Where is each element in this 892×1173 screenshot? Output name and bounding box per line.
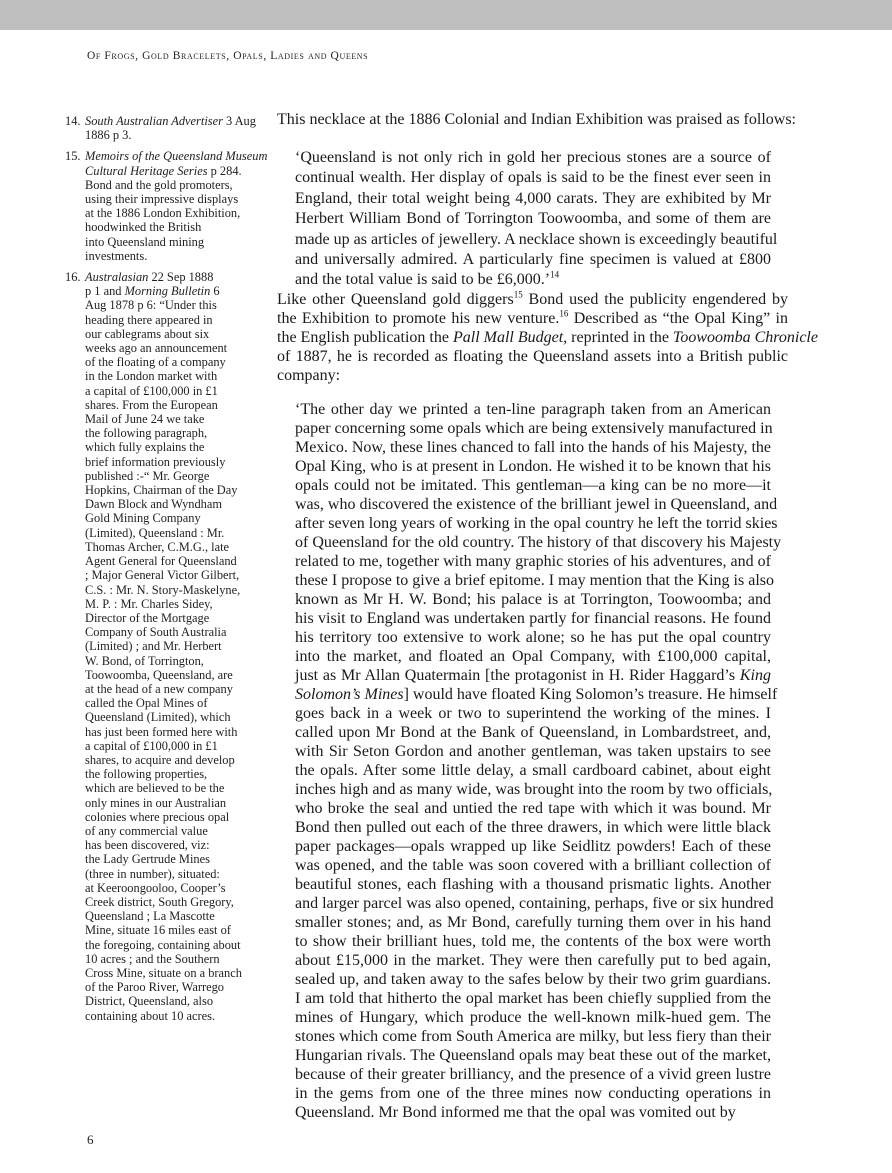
footnote-line: Bond and the gold promoters, <box>85 177 233 192</box>
paragraph-opal-king <box>277 289 818 386</box>
footnote-line: Toowoomba, Queensland, are <box>85 667 233 682</box>
footnote-line: the foregoing, containing about <box>85 937 241 952</box>
text-line: in the gems from one of the three mines now conducting operations in <box>295 1085 771 1102</box>
text-line: of 1887, he is recorded as floating the Queensland assets into a British public <box>277 347 788 365</box>
text-line: Herbert William Bond of Torrington Toowoomba, and some of them are <box>295 210 771 228</box>
footnote-line: 1886 p 3. <box>85 128 132 143</box>
text-line: with Sir Seton Gordon and another gentleman, was taken upstairs to see <box>295 743 771 760</box>
footnote-line: Queensland (Limited), which <box>85 710 231 725</box>
text-line: was opened, and the table was soon covered with a brilliant collection of <box>295 857 771 874</box>
footnote-line: Agent General for Queensland <box>85 554 237 569</box>
footnote-line: called the Opal Mines of <box>85 696 208 711</box>
text-line: and universally admired. A particularly fine specimen is valued at £800 <box>295 251 771 269</box>
text-line: goes back in a week or two to superintend the working of the mines. I <box>295 705 771 722</box>
text-line: England, their total weight being 4,000 carats. They are exhibited by Mr <box>295 189 771 207</box>
text-line: after seven long years of working in the opal country he left the torrid skies <box>295 515 778 532</box>
text-line: Like other Queensland gold diggers$^{15}$ Bond used the publicity engendered by <box>277 289 788 308</box>
footnote-line: Australasian 22 Sep 1888 <box>85 270 214 285</box>
footnote-line: Dawn Block and Wyndham <box>85 497 223 512</box>
footnote-line: which are believed to be the <box>85 781 225 796</box>
text-line: smaller stones; and, as Mr Bond, carefully turning them over in his hand <box>295 914 771 931</box>
footnote-line: M. P. : Mr. Charles Sidey, <box>85 596 213 611</box>
text-line: into the market, and floated an Opal Company, with £100,000 capital, <box>295 648 771 665</box>
text-line: and the total value is said to be £6,000.’$^{14}$ <box>295 270 560 289</box>
text-line: Solomon’s Mines] would have floated King Solomon’s treasure. He himself <box>295 686 778 703</box>
text-line: inches high and as many wide, was brought into the room by two officials, <box>295 781 773 798</box>
text-line: mines of Hungary, which produce the well-known milk-hued gem. The <box>295 1009 771 1026</box>
footnote-line: containing about 10 acres. <box>85 1008 216 1023</box>
footnote-text <box>85 149 267 263</box>
footnote-line: W. Bond, of Torrington, <box>85 653 204 668</box>
text-line: known as Mr H. W. Bond; his palace is at Torrington, Toowoomba; and <box>295 591 771 608</box>
text-line: ‘The other day we printed a ten-line paragraph taken from an American <box>295 401 771 418</box>
footnote-line: Creek district, South Gregory, <box>85 894 234 909</box>
text-line: these I propose to give a brief epitome. I may mention that the King is also <box>295 572 774 589</box>
footnote-line: of the floating of a company <box>85 355 226 370</box>
footnote-line: published :-“ Mr. George <box>85 468 210 483</box>
text-line: Opal King, who is at present in London. He wished it to be known that his <box>295 458 771 475</box>
footnote-line: has just been formed here with <box>85 724 238 739</box>
footnote-line: District, Queensland, also <box>85 994 214 1009</box>
footnote-line: heading there appeared in <box>85 312 213 327</box>
footnote-line: at the head of a new company <box>85 681 233 696</box>
footnote-line: Cross Mine, situate on a branch <box>85 965 242 980</box>
text-line: just as Mr Allan Quatermain [the protagonist in H. Rider Haggard’s King <box>295 667 771 684</box>
footnote-line: weeks ago an announcement <box>85 341 228 356</box>
text-line: sealed up, and taken away to the safes below by their two grim guardians. <box>295 971 771 988</box>
footnote-line: a capital of £100,000 in £1 <box>85 738 218 753</box>
footnote-line: shares. From the European <box>85 397 218 412</box>
text-line: was, who discovered the existence of the brilliant jewel in Queensland, and <box>295 496 778 513</box>
intro-paragraph <box>277 110 796 129</box>
footnote-line: Thomas Archer, C.M.G., late <box>85 539 230 554</box>
footnote-line: brief information previously <box>85 454 226 469</box>
footnote-line: a capital of £100,000 in £1 <box>85 383 218 398</box>
footnote-line: ; Major General Victor Gilbert, <box>85 568 240 583</box>
footnote-line: at the 1886 London Exhibition, <box>85 206 241 221</box>
text-line: the Exhibition to promote his new venture.$^{16}$ Described as “the Opal King” in <box>277 308 789 327</box>
footnote-line: the Lady Gertrude Mines <box>85 852 210 867</box>
footnote-number: 16. <box>65 270 81 285</box>
text-line: company: <box>277 366 341 384</box>
text-line: his visit to England was undertaken partly for financial reasons. He found <box>295 610 771 627</box>
text-line: to show their brilliant hues, told me, the contents of the box were worth <box>295 933 771 950</box>
footnote-line: Director of the Mortgage <box>85 610 210 625</box>
footnote-line: Cultural Heritage Series p 284. <box>85 163 242 178</box>
footnote-line: (Limited), Queensland : Mr. <box>85 525 225 540</box>
text-line: the English publication the Pall Mall Budget, reprinted in the Toowoomba Chronicle <box>277 328 818 346</box>
footnote-line: hoodwinked the British <box>85 220 202 235</box>
text-line: related to me, together with many graphic stories of his adventures, and of <box>295 553 771 570</box>
footnote-line: only mines in our Australian <box>85 795 227 810</box>
text-line: stones which come from South America are milky, but less fiery than their <box>295 1028 771 1045</box>
footnote-line: colonies where precious opal <box>85 809 230 824</box>
footnote-text <box>85 114 261 142</box>
page-number: 6 <box>87 1132 94 1147</box>
quote-pall-mall-budget <box>295 400 782 1122</box>
footnote-line: has been discovered, viz: <box>85 838 210 853</box>
text-line: Mexico. Now, these lines chanced to fall into the hands of his Majesty, the <box>295 439 772 456</box>
footnote-number: 14. <box>65 114 81 128</box>
top-bar <box>0 0 892 30</box>
footnote-line: C.S. : Mr. N. Story-Maskelyne, <box>85 582 241 597</box>
footnote-line: which fully explains the <box>85 440 205 455</box>
footnote-line: investments. <box>85 248 148 263</box>
footnote-line: our cablegrams about six <box>85 326 210 341</box>
text-line: beautiful stones, each flashing with a thousand prismatic lights. Another <box>295 876 771 893</box>
text-line: of Queensland for the old country. The history of that discovery his Majesty <box>295 534 782 551</box>
footnote-line: Queensland ; La Mascotte <box>85 909 215 924</box>
footnote-line: South Australian Advertiser 3 Aug <box>85 114 256 128</box>
footnote-line: the following paragraph, <box>85 426 208 441</box>
text-line: called upon Mr Bond at the Bank of Queensland, in Lombardstreet, and, <box>295 724 771 741</box>
footnote-line: of any commercial value <box>85 823 208 838</box>
text-line: made up as articles of jewellery. A necklace shown is exceedingly beautiful <box>295 230 778 248</box>
footnote-line: (three in number), situated: <box>85 866 220 881</box>
intro-line: This necklace at the 1886 Colonial and Indian Exhibition was praised as follows: <box>277 111 796 128</box>
text-line: about £15,000 in the market. They were then carefully put to bed again, <box>295 952 771 969</box>
text-line: the opals. After some little delay, a small cardboard cabinet, about eight <box>295 762 771 779</box>
footnote-line: at Keeroongooloo, Cooper’s <box>85 880 226 895</box>
footnote <box>65 114 261 142</box>
text-line: I am told that hitherto the opal market has been chiefly supplied from the <box>295 990 771 1007</box>
footnote-line: Hopkins, Chairman of the Day <box>85 483 238 498</box>
footnote-line: Aug 1878 p 6: “Under this <box>85 298 217 313</box>
quote-exhibition <box>295 148 778 291</box>
text-line: who broke the seal and untied the red tape with which it was bound. Mr <box>295 800 771 817</box>
footnote-line: 10 acres ; and the Southern <box>85 951 220 966</box>
footnote-number: 15. <box>65 149 81 164</box>
footnote-text <box>85 270 261 1023</box>
footnote-line: using their impressive displays <box>85 192 239 207</box>
text-line: ‘Queensland is not only rich in gold her precious stones are a source of <box>295 149 771 166</box>
text-line: and larger parcel was also opened, containing, perhaps, five or six hundred <box>295 895 774 912</box>
text-line: Hungarian rivals. The Queensland opals may beat these out of the market, <box>295 1047 771 1064</box>
text-line: Queensland. Mr Bond informed me that the opal was vomited out by <box>295 1104 736 1121</box>
footnote-line: Mine, situate 16 miles east of <box>85 923 231 938</box>
footnote-line: (Limited) ; and Mr. Herbert <box>85 639 222 654</box>
text-line: continual wealth. Her display of opals is said to be the finest ever seen in <box>295 169 771 187</box>
footnote-line: Mail of June 24 we take <box>85 412 205 427</box>
footnote-line: into Queensland mining <box>85 234 205 249</box>
text-line: paper packages—opals wrapped up like Seidlitz powders! Each of these <box>295 838 771 855</box>
footnote <box>65 270 261 1023</box>
running-head: Of Frogs, Gold Bracelets, Opals, Ladies and Queens <box>87 50 369 62</box>
text-line: because of their greater brilliancy, and the presence of a vivid green lustre <box>295 1066 771 1083</box>
footnote-line: the following properties, <box>85 767 208 782</box>
footnote-line: Gold Mining Company <box>85 511 201 526</box>
footnote-line: Company of South Australia <box>85 625 227 640</box>
text-line: Bond then pulled out each of the three drawers, in which were little black <box>295 819 771 836</box>
footnote-line: of the Paroo River, Warrego <box>85 980 225 995</box>
text-line: paper concerning some opals which are being extensively manufactured in <box>295 420 773 437</box>
footnote-line: shares, to acquire and develop <box>85 752 235 767</box>
footnote-line: in the London market with <box>85 369 218 384</box>
footnote-line: p 1 and Morning Bulletin 6 <box>85 284 220 299</box>
footnotes-column <box>65 114 268 1030</box>
text-line: his territory too extensive to work alone; so he has put the opal country <box>295 629 771 646</box>
text-line: opals could not be imitated. This gentleman—a king can be no more—it <box>295 477 771 494</box>
footnote-line: Memoirs of the Queensland Museum <box>85 149 268 164</box>
footnote <box>65 149 268 263</box>
